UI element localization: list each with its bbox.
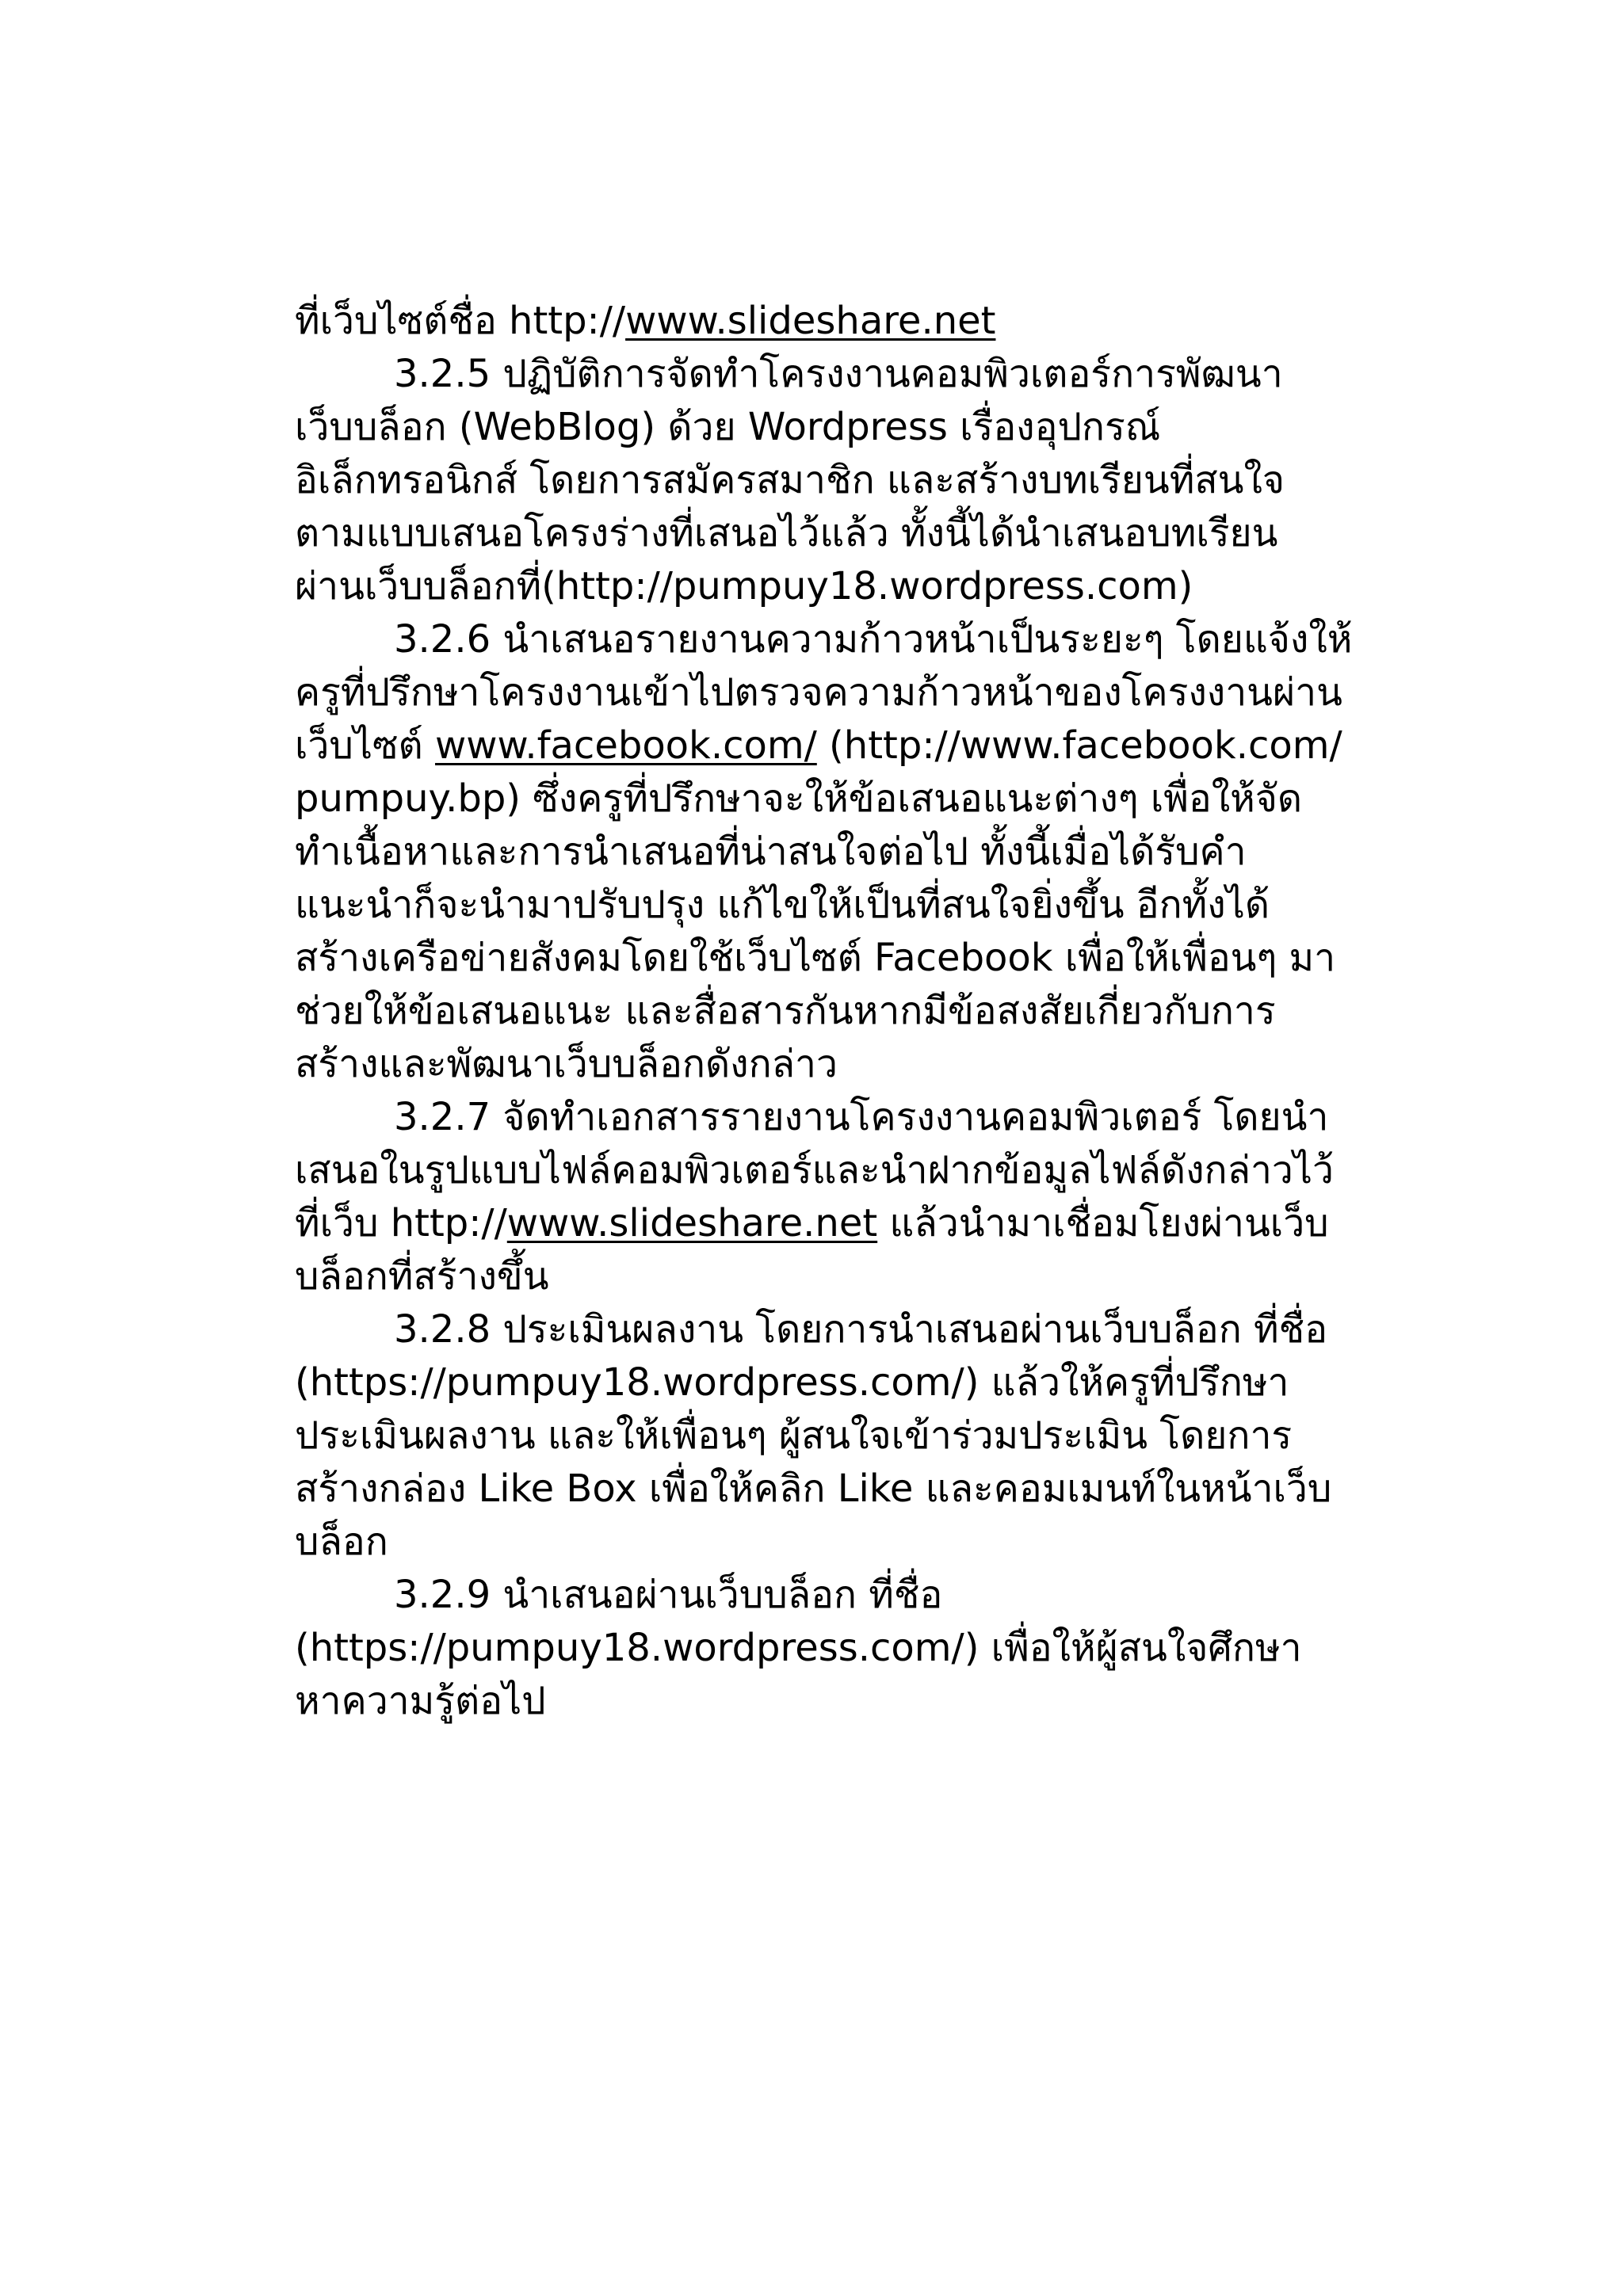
text-line: 3.2.5 ปฏิบัติการจัดทำโครงงานคอมพิวเตอร์การพัฒนา <box>394 352 1283 396</box>
text-line: เว็บบล็อก (WebBlog) ด้วย Wordpress เรื่องอุปกรณ์ <box>295 405 1161 449</box>
text-line: สร้างกล่อง Like Box เพื่อให้คลิก Like และคอมเมนท์ในหน้าเว็บ <box>295 1466 1332 1511</box>
text-line: เว็บไซต์ www.facebook.com/ (http://www.facebook.com/ <box>295 723 1342 768</box>
text-line: 3.2.6 นำเสนอรายงานความก้าวหน้าเป็นระยะๆ โดยแจ้งให้ <box>394 617 1353 662</box>
text-line: หาความรู้ต่อไป <box>295 1679 546 1723</box>
text-line: 3.2.9 นำเสนอผ่านเว็บบล็อก ที่ชื่อ <box>394 1573 943 1617</box>
slideshare-link[interactable]: www.slideshare.net <box>506 1201 878 1245</box>
document-body <box>295 295 1428 1728</box>
text-line: ที่เว็บ http://www.slideshare.net แล้วนำมาเชื่อมโยงผ่านเว็บ <box>295 1201 1329 1245</box>
text-line: แนะนำก็จะนำมาปรับปรุง แก้ไขให้เป็นที่สนใจยิ่งขึ้น อีกทั้งได้ <box>295 883 1270 927</box>
text-line: ช่วยให้ข้อเสนอแนะ และสื่อสารกันหากมีข้อสงสัยเกี่ยวกับการ <box>295 989 1276 1033</box>
text-line: (https://pumpuy18.wordpress.com/) แล้วให้ครูที่ปรึกษา <box>295 1360 1289 1405</box>
text-line: ประเมินผลงาน และให้เพื่อนๆ ผู้สนใจเข้าร่วมประเมิน โดยการ <box>295 1413 1293 1458</box>
slideshare-link[interactable]: www.slideshare.net <box>625 299 996 343</box>
text-line: ทำเนื้อหาและการนำเสนอที่น่าสนใจต่อไป ทั้งนี้เมื่อได้รับคำ <box>295 830 1247 874</box>
text-line: อิเล็กทรอนิกส์ โดยการสมัครสมาชิก และสร้างบทเรียนที่สนใจ <box>295 458 1285 502</box>
facebook-link[interactable]: www.facebook.com/ <box>434 723 817 768</box>
text-line: บล็อก <box>295 1520 388 1564</box>
text-line: pumpuy.bp) ซึ่งครูที่ปรึกษาจะให้ข้อเสนอแนะต่างๆ เพื่อให้จัด <box>295 776 1303 821</box>
text-line: ครูที่ปรึกษาโครงงานเข้าไปตรวจความก้าวหน้าของโครงงานผ่าน <box>295 670 1342 715</box>
text-line: ผ่านเว็บบล็อกที่(http://pumpuy18.wordpress.com) <box>295 564 1193 608</box>
text-line: ตามแบบเสนอโครงร่างที่เสนอไว้แล้ว ทั้งนี้ได้นำเสนอบทเรียน <box>295 511 1278 555</box>
text-line: (https://pumpuy18.wordpress.com/) เพื่อให้ผู้สนใจศึกษา <box>295 1626 1302 1670</box>
text-line: 3.2.8 ประเมินผลงาน โดยการนำเสนอผ่านเว็บบล็อก ที่ชื่อ <box>394 1307 1328 1352</box>
text-line: สร้างและพัฒนาเว็บบล็อกดังกล่าว <box>295 1042 838 1086</box>
text-line: ที่เว็บไซต์ชื่อ http://www.slideshare.net <box>295 299 996 343</box>
text-line: เสนอในรูปแบบไฟล์คอมพิวเตอร์และนำฝากข้อมูลไฟล์ดังกล่าวไว้ <box>295 1148 1334 1192</box>
text-line: สร้างเครือข่ายสังคมโดยใช้เว็บไซต์ Facebook เพื่อให้เพื่อนๆ มา <box>295 936 1336 980</box>
text-line: 3.2.7 จัดทำเอกสารรายงานโครงงานคอมพิวเตอร์ โดยนำ <box>394 1095 1329 1139</box>
text-line: บล็อกที่สร้างขึ้น <box>295 1254 549 1299</box>
